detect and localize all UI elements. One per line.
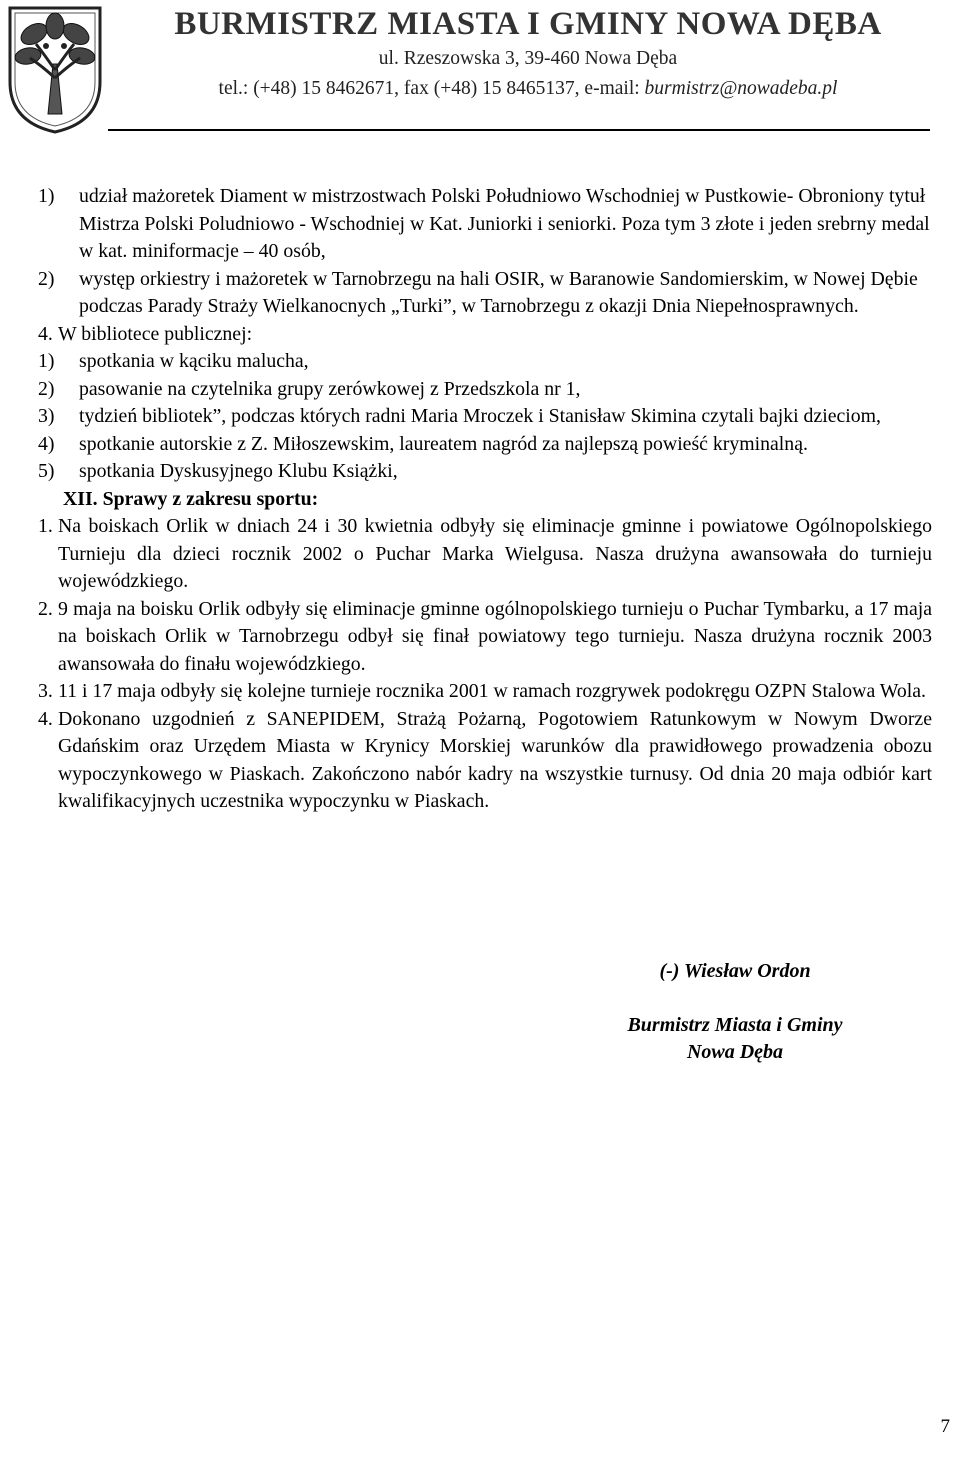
item-number: 1) (38, 350, 55, 372)
item-text: udział mażoretek Diament w mistrzostwach Polski Południowo Wschodniej w Pustkowie- Obroniony tytuł Mistrza Polski Poludniowo - Wschodniej w Kat. Juniorki i seniorki. Poza tym 3 złote i jeden srebrny medal w kat. miniformacje – 40 osób, (79, 185, 930, 262)
item-number: 3) (38, 405, 55, 427)
signature-role-line2: Nowa Dęba (686, 1041, 784, 1063)
list-item (38, 678, 932, 706)
item-text: Dokonano uzgodnień z SANEPIDEM, Strażą Pożarną, Pogotowiem Ratunkowym w Nowym Dworze Gdańskim oraz Urzędem Miasta w Krynicy Morskiej warunków dla prawidłowego prowadzenia obozu wypoczynkowego w Piaskach. Zakończono nabór kadry na wszystkie turnusy. Od dnia 20 maja odbiór kart kwalifikacyjnych uczestnika wypoczynku w Piaskach. (58, 707, 932, 812)
item-text: Na boiskach Orlik w dniach 24 i 30 kwietnia odbyły się eliminacje gminne i powiatowe Ogólnopolskiego Turnieju dla dzieci rocznik 2002 o Puchar Marka Wielgusa. Nasza drużyna awansowała do turnieju wojewódzkiego. (58, 515, 932, 592)
item-text: tydzień bibliotek”, podczas których radni Maria Mroczek i Stanisław Skimina czytali bajki dzieciom, (79, 405, 882, 427)
letterhead (110, 4, 946, 104)
contact-phones: tel.: (+48) 15 8462671, fax (+48) 15 8465137, e-mail: (218, 78, 645, 99)
library-section (38, 321, 932, 349)
list-item (38, 403, 932, 431)
item-number: 4) (38, 432, 55, 455)
item-number: 2. (38, 597, 53, 620)
sport-section-heading: XII. Sprawy z zakresu sportu: (63, 487, 319, 510)
list-item (38, 513, 932, 596)
page-number: 7 (940, 1416, 950, 1437)
library-list (38, 348, 932, 486)
document-body (38, 183, 932, 816)
letterhead-address: ul. Rzeszowska 3, 39-460 Nowa Dęba (378, 48, 678, 69)
list-item (38, 376, 932, 404)
item-text: 11 i 17 maja odbyły się kolejne turnieje rocznika 2001 w ramach rozgrywek podokręgu OZPN Stalowa Wola. (58, 680, 927, 702)
section-number: 4. (38, 322, 53, 345)
item-number: 5) (38, 460, 55, 482)
list-item (38, 431, 932, 459)
item-text: występ orkiestry i mażoretek w Tarnobrzegu na hali OSIR, w Baranowie Sandomierskim, w Nowej Dębie podczas Parady Straży Wielkanocnych „Turki”, w Tarnobrzegu z okazji Dnia Niepełnosprawnych. (79, 267, 918, 317)
item-text: spotkania Dyskusyjnego Klubu Książki, (79, 460, 398, 482)
item-number: 2) (38, 377, 55, 400)
item-number: 1. (38, 515, 53, 537)
contact-email: burmistrz@nowadeba.pl (644, 78, 838, 99)
list-item (38, 266, 932, 321)
sport-list (38, 513, 932, 816)
item-number: 2) (38, 267, 55, 290)
list-item (38, 596, 932, 679)
item-text: 9 maja na boisku Orlik odbyły się eliminacje gminne ogólnopolskiego turnieju o Puchar Tymbarku, a 17 maja na boiskach Orlik w Tarnobrzegu odbył się finał powiatowy tego turnieju. Nasza drużyna rocznik 2003 awansowała do finału wojewódzkiego. (58, 597, 932, 675)
item-number: 1) (38, 185, 55, 207)
item-text: spotkanie autorskie z Z. Miłoszewskim, laureatem nagród za najlepszą powieść kryminalną. (79, 432, 808, 455)
list-item (38, 183, 932, 266)
header-rule (108, 129, 930, 131)
list-item (38, 348, 932, 376)
item-text: pasowanie na czytelnika grupy zerówkowej z Przedszkola nr 1, (79, 377, 581, 400)
signature-role-line1: Burmistrz Miasta i Gminy (627, 1014, 843, 1036)
letterhead-title: BURMISTRZ MIASTA I GMINY NOWA DĘBA (174, 6, 882, 42)
letterhead-contact (110, 74, 946, 104)
list-item (38, 458, 932, 486)
coat-of-arms-icon (6, 4, 104, 134)
signature-name: (-) Wiesław Ordon (659, 960, 811, 982)
list-item (38, 706, 932, 816)
section-heading: W bibliotece publicznej: (58, 322, 253, 345)
item-text: spotkania w kąciku malucha, (79, 350, 309, 372)
item-number: 4. (38, 707, 53, 730)
item-number: 3. (38, 680, 53, 702)
